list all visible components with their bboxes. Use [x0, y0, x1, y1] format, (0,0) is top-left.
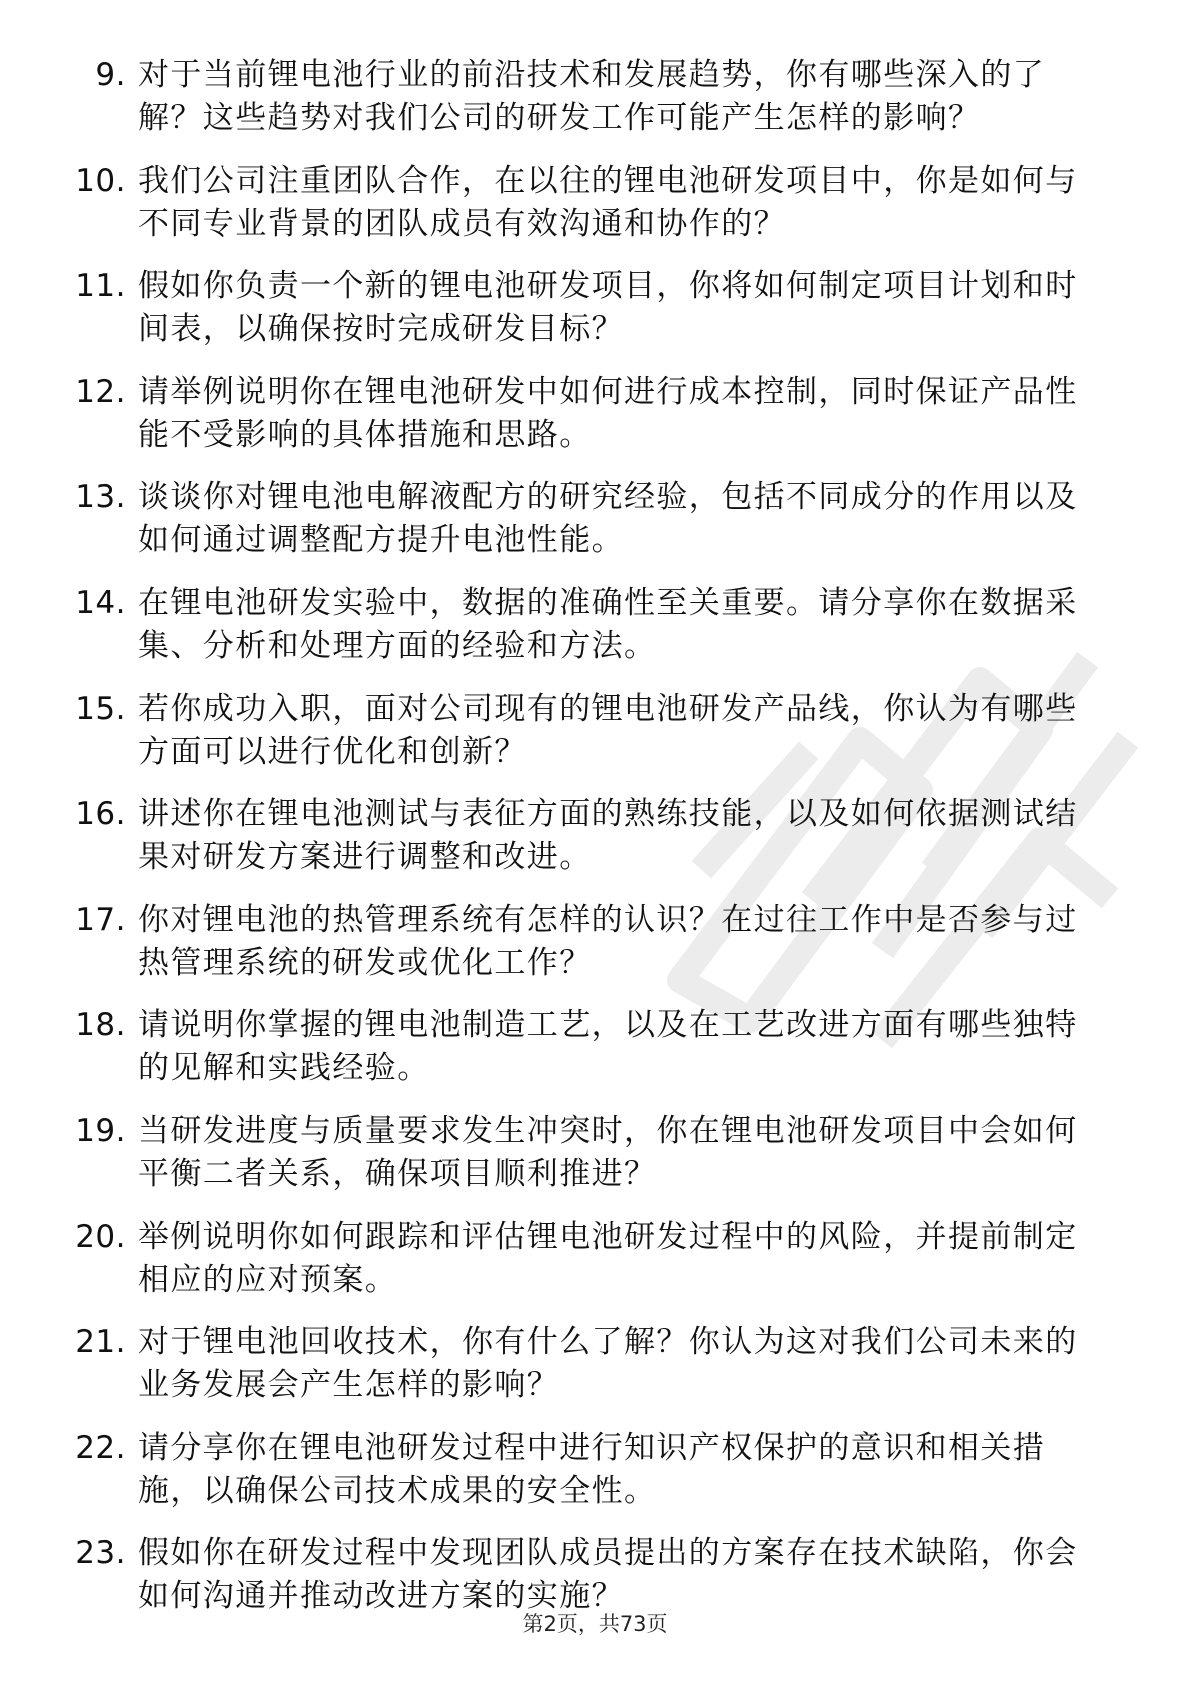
question-text: 在锂电池研发实验中，数据的准确性至关重要。请分享你在数据采集、分析和处理方面的经验和方法。	[138, 584, 1078, 664]
question-number: 18.	[75, 1007, 126, 1044]
question-number: 12.	[75, 373, 126, 410]
question-item	[60, 54, 1100, 140]
question-item	[60, 160, 1100, 246]
question-text: 你对锂电池的热管理系统有怎样的认识？在过往工作中是否参与过热管理系统的研发或优化工作？	[138, 901, 1078, 981]
question-number: 22.	[75, 1429, 126, 1466]
question-text: 若你成功入职，面对公司现有的锂电池研发产品线，你认为有哪些方面可以进行优化和创新？	[138, 690, 1078, 770]
question-number: 11.	[75, 268, 126, 305]
question-text: 假如你在研发过程中发现团队成员提出的方案存在技术缺陷，你会如何沟通并推动改进方案的实施？	[138, 1535, 1078, 1615]
question-text: 谈谈你对锂电池电解液配方的研究经验，包括不同成分的作用以及如何通过调整配方提升电池性能。	[138, 479, 1078, 559]
question-number: 10.	[75, 162, 126, 199]
question-number: 19.	[75, 1112, 126, 1149]
question-item	[60, 899, 1100, 985]
question-item	[60, 265, 1100, 351]
question-item	[60, 1216, 1100, 1302]
question-text: 当研发进度与质量要求发生冲突时，你在锂电池研发项目中会如何平衡二者关系，确保项目顺利推进？	[138, 1112, 1078, 1192]
question-item	[60, 1004, 1100, 1090]
page-footer	[0, 1610, 1190, 1638]
question-item	[60, 371, 1100, 457]
question-text: 对于锂电池回收技术，你有什么了解？你认为这对我们公司未来的业务发展会产生怎样的影响？	[138, 1324, 1078, 1404]
question-item	[60, 1427, 1100, 1513]
page-number-label: 第2页，共73页	[522, 1612, 668, 1636]
question-number: 23.	[75, 1535, 126, 1572]
question-item	[60, 1321, 1100, 1407]
question-text: 举例说明你如何跟踪和评估锂电池研发过程中的风险，并提前制定相应的应对预案。	[138, 1218, 1078, 1298]
question-text: 对于当前锂电池行业的前沿技术和发展趋势，你有哪些深入的了解？这些趋势对我们公司的研发工作可能产生怎样的影响？	[138, 57, 1046, 136]
question-number: 15.	[75, 690, 126, 727]
question-list	[60, 54, 1100, 1638]
question-item	[60, 476, 1100, 562]
question-text: 请分享你在锂电池研发过程中进行知识产权保护的意识和相关措施，以确保公司技术成果的安全性。	[138, 1429, 1046, 1509]
question-text: 请说明你掌握的锂电池制造工艺，以及在工艺改进方面有哪些独特的见解和实践经验。	[138, 1007, 1078, 1087]
question-number: 21.	[75, 1324, 126, 1361]
question-number: 20.	[75, 1218, 126, 1255]
question-item	[60, 582, 1100, 668]
question-item	[60, 1110, 1100, 1196]
question-number: 14.	[75, 584, 126, 621]
question-item	[60, 688, 1100, 774]
question-number: 9.	[95, 57, 126, 93]
question-text: 我们公司注重团队合作，在以往的锂电池研发项目中，你是如何与不同专业背景的团队成员有效沟通和协作的？	[138, 162, 1078, 242]
question-item	[60, 1532, 1100, 1618]
question-number: 13.	[75, 479, 126, 516]
question-text: 请举例说明你在锂电池研发中如何进行成本控制，同时保证产品性能不受影响的具体措施和思路。	[138, 373, 1078, 453]
question-text: 讲述你在锂电池测试与表征方面的熟练技能，以及如何依据测试结果对研发方案进行调整和改进。	[138, 796, 1078, 876]
question-number: 17.	[75, 901, 126, 938]
question-text: 假如你负责一个新的锂电池研发项目，你将如何制定项目计划和时间表，以确保按时完成研发目标？	[138, 268, 1078, 348]
question-item	[60, 793, 1100, 879]
question-number: 16.	[75, 796, 126, 833]
